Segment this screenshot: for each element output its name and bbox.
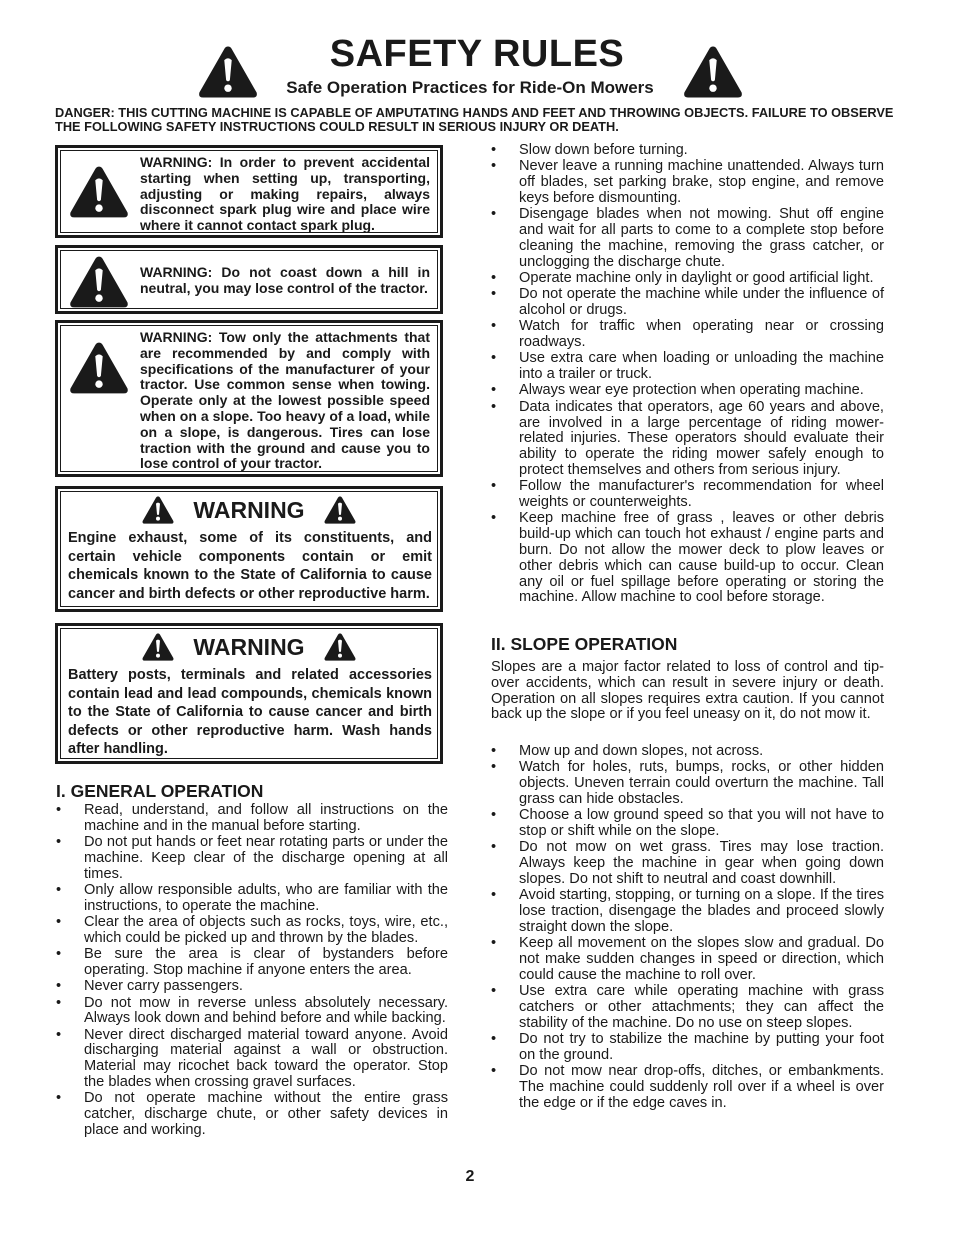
list-item: • Slow down before turning. (491, 142, 688, 158)
warning-triangle-icon (323, 495, 357, 525)
list-item: • Avoid starting, stopping, or turning on a slope. If the tires lose traction, disengage the blades and proceed slowly straight down the slope. (491, 887, 884, 935)
list-item: • Use extra care while operating machine with grass catchers or other attachments; they can affect the stability of the machine. Do no use on steep slopes. (491, 982, 884, 1031)
list-item: • Do not try to stabilize the machine by putting your foot on the ground. (491, 1030, 884, 1063)
list-item: • Keep all movement on the slopes slow and gradual. Do not make sudden changes in speed or direction, which could cause the machine to roll over. (491, 935, 884, 983)
list-item: • Clear the area of objects such as rocks, toys, wire, etc., which could be picked up and thrown by the blades. (56, 914, 448, 946)
warning-label: WARNING (193, 634, 305, 660)
warning-text: WARNING: Tow only the attachments that are recommended by and comply with specifications of the manufacturer of your tractor. Use common sense when towing. Operate only at the lowest possible speed when on a slope. Too heavy of a load, while on a slope, is dangerous. Tires can lose traction with the ground and cause you to lose control of your tractor. (140, 329, 430, 472)
list-item: • Do not mow on wet grass. Tires may lose traction. Always keep the machine in gear when going down slopes. Do not shift to neutral and coast downhill. (491, 839, 884, 887)
list-item: • Operate machine only in daylight or good artificial light. (491, 269, 874, 286)
list-item: • Only allow responsible adults, who are familiar with the instructions, to operate the machine. (56, 881, 448, 914)
warning-triangle-icon (68, 339, 130, 397)
list-item: • Be sure the area is clear of bystanders before operating. Stop machine if anyone enters the area. (56, 946, 448, 978)
general-operation-list-continued (491, 143, 884, 607)
warning-triangle-icon (68, 163, 130, 221)
slope-intro: Slopes are a major factor related to loss of control and tip-over accidents, which can result in severe injury or death. Operation on all slopes requires extra caution. If you cannot back up the slope or if you feel uneasy on it, do not mow it. (491, 659, 884, 723)
warning-triangle-icon (68, 253, 130, 311)
warning-label: WARNING (193, 497, 305, 523)
slope-operation-list (491, 744, 884, 1112)
warning-header (58, 495, 440, 529)
warning-box-exhaust (55, 486, 443, 612)
section-title-slope: II. SLOPE OPERATION (491, 634, 678, 654)
list-item: • Data indicates that operators, age 60 years and above, are involved in a large percentage of riding mower-related injuries. These operators should evaluate their ability to operate the riding mower safely enough to protect themselves and others from serious injury. (491, 398, 884, 478)
warning-header (58, 632, 440, 666)
page-title: SAFETY RULES (329, 33, 625, 75)
list-item: • Mow up and down slopes, not across. (491, 743, 764, 759)
list-item: • Do not put hands or feet near rotating parts or under the machine. Keep clear of the discharge opening at all times. (56, 834, 448, 882)
page-subtitle: Safe Operation Practices for Ride-On Mowers (286, 78, 654, 97)
warning-text: Engine exhaust, some of its constituents, and certain vehicle components contain or emit chemicals known to the State of California to cause cancer and birth defects or other reproductive harm. (68, 530, 432, 602)
list-item: • Never leave a running machine unattended. Always turn off blades, set parking brake, stop engine, and remove keys before dismounting. (491, 158, 884, 206)
list-item: • Watch for holes, ruts, bumps, rocks, or other hidden objects. Uneven terrain could overturn the machine. Tall grass can hide obstacles. (491, 759, 884, 807)
list-item: • Follow the manufacturer's recommendation for wheel weights or counterweights. (491, 478, 884, 511)
warning-triangle-icon (141, 632, 175, 662)
general-operation-list (56, 803, 448, 1139)
warning-box-battery (55, 623, 443, 764)
list-item: • Never direct discharged material toward anyone. Avoid discharging material against a wall or obstruction. Material may ricochet back toward the operator. Stop the blades when crossing gravel surfaces. (56, 1026, 448, 1091)
list-item: • Use extra care when loading or unloading the machine into a trailer or truck. (491, 350, 884, 383)
warning-box-coast (55, 245, 443, 314)
page-number: 2 (465, 1168, 475, 1185)
section-title-general: I. GENERAL OPERATION (56, 781, 264, 801)
warning-triangle-icon (323, 632, 357, 662)
warning-text: WARNING: Do not coast down a hill in neutral, you may lose control of the tractor. (140, 264, 430, 296)
list-item: • Do not operate machine without the entire grass catcher, discharge chute, or other safety devices in place and working. (56, 1090, 448, 1138)
warning-text: WARNING: In order to prevent accidental starting when setting up, transporting, adjusting or making repairs, always disconnect spark plug wire and place wire where it cannot contact spark plug. (140, 154, 430, 234)
list-item: • Watch for traffic when operating near or crossing roadways. (491, 318, 884, 351)
warning-box-towing (55, 320, 443, 477)
warning-box-spark-plug (55, 145, 443, 238)
list-item: • Do not operate the machine while under the influence of alcohol or drugs. (491, 286, 884, 318)
list-item: • Always wear eye protection when operating machine. (491, 382, 864, 399)
list-item: • Disengage blades when not mowing. Shut off engine and wait for all parts to come to a complete stop before cleaning the machine, removing the grass catcher, or unclogging the discharge chute. (491, 206, 884, 270)
list-item: • Do not mow near drop-offs, ditches, or embankments. The machine could suddenly roll over if a wheel is over the edge or if the edge caves in. (491, 1062, 884, 1111)
list-item: • Do not mow in reverse unless absolutely necessary. Always look down and behind before and while backing. (56, 994, 448, 1027)
warning-text: Battery posts, terminals and related accessories contain lead and lead compounds, chemicals known to the State of California to cause cancer and birth defects or other reproductive harm. Wash hands after handling. (68, 667, 432, 758)
list-item: • Keep machine free of grass , leaves or other debris build-up which can touch hot exhaust / engine parts and burn. Do not allow the mower deck to plow leaves or other debris which can cause build-up to occur. Clean any oil or fuel spillage before operating or storing the machine. Allow machine to cool before storage. (491, 510, 884, 606)
warning-triangle-icon (141, 495, 175, 525)
list-item: • Never carry passengers. (56, 978, 243, 995)
danger-statement: DANGER: THIS CUTTING MACHINE IS CAPABLE OF AMPUTATING HANDS AND FEET AND THROWING OBJECTS. FAILURE TO OBSERVE THE FOLLOWING SAFETY INSTRUCTIONS COULD RESULT IN SERIOUS INJURY OR DEATH. (55, 105, 894, 134)
list-item: • Read, understand, and follow all instructions on the machine and in the manual before starting. (56, 802, 448, 834)
list-item: • Choose a low ground speed so that you will not have to stop or shift while on the slope. (491, 807, 884, 839)
